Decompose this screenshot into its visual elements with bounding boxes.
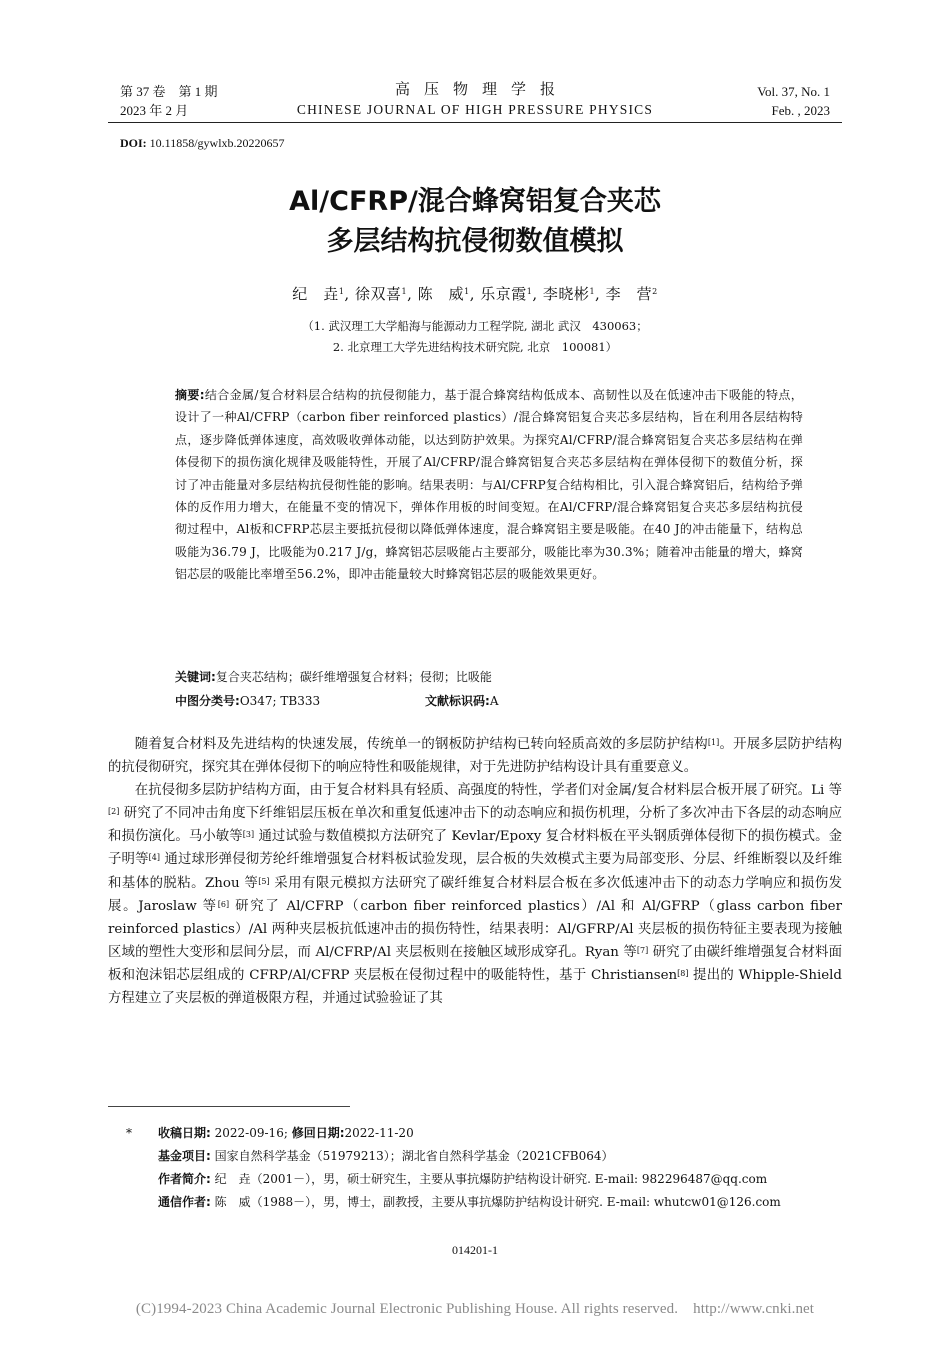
footnote-rule bbox=[108, 1106, 350, 1107]
author-bio-label: 作者简介: bbox=[158, 1172, 211, 1186]
footnote-fund bbox=[108, 1145, 842, 1168]
abstract-label: 摘要: bbox=[175, 388, 205, 402]
author-affil-sup: 1 bbox=[338, 287, 345, 296]
volume-issue-en: Vol. 37, No. 1 bbox=[757, 84, 830, 99]
footnote-corresponding bbox=[108, 1191, 842, 1214]
author-name: 陈 威 bbox=[417, 285, 465, 303]
title-line-1: Al/CFRP/混合蜂窝铝复合夹芯 bbox=[289, 186, 661, 217]
author-affil-sup: 2 bbox=[652, 287, 658, 296]
author-affil-sup: 1 bbox=[464, 287, 470, 296]
journal-title-en: CHINESE JOURNAL OF HIGH PRESSURE PHYSICS bbox=[296, 102, 654, 117]
title-line-2: 多层结构抗侵彻数值模拟 bbox=[326, 226, 624, 257]
date-cn: 2023 年 2 月 bbox=[120, 103, 189, 118]
received-value: 2022-09-16; bbox=[214, 1126, 288, 1140]
abstract bbox=[175, 384, 803, 586]
volume-issue-cn: 第 37 卷 第 1 期 bbox=[120, 84, 218, 99]
text-run: 采用有限元模拟方法研究了碳纤维复合材料层合板在多次低速冲击下的动态力学响应和损伤发展。Jaroslaw 等 bbox=[108, 875, 842, 914]
keywords-label: 关键词: bbox=[175, 670, 216, 684]
text-run: 研究了由碳纤维增强复合材料面板和泡沫铝芯层组成的 CFRP/Al/CFRP 夹层板在侵彻过程中的吸能特性，基于 Christiansen bbox=[108, 944, 842, 983]
doc-code-label: 文献标识码: bbox=[425, 694, 490, 708]
clc-value: O347; TB333 bbox=[239, 694, 321, 708]
received-label: 收稿日期: bbox=[158, 1126, 211, 1140]
text-run: 随着复合材料及先进结构的快速发展，传统单一的钢板防护结构已转向轻质高效的多层防护结构 bbox=[134, 737, 708, 752]
author-affil-sup: 1 bbox=[401, 287, 408, 296]
author-bio-value: 纪 垚（2001－），男，硕士研究生，主要从事抗爆防护结构设计研究. E-mail: 982296487@qq.com bbox=[214, 1172, 768, 1186]
keywords-text: 复合夹芯结构；碳纤维增强复合材料；侵彻；比吸能 bbox=[215, 670, 492, 684]
doi-line bbox=[120, 136, 285, 151]
text-run: 。开展多层防护结构的抗侵彻研究，探究其在弹体侵彻下的响应特性和吸能规律，对于先进防护结构设计具有重要意义。 bbox=[108, 737, 843, 776]
footnote-dates bbox=[108, 1122, 842, 1145]
citation-ref[interactable]: [3] bbox=[242, 830, 255, 840]
fund-value: 国家自然科学基金（51979213）；湖北省自然科学基金（2021CFB064） bbox=[214, 1149, 614, 1163]
citation-ref[interactable]: [4] bbox=[148, 853, 161, 863]
text-run: 提出的 Whipple-Shield 方程建立了夹层板的弹道极限方程，并通过试验验证了其 bbox=[108, 967, 843, 1007]
affiliations bbox=[0, 316, 950, 358]
fund-label: 基金项目: bbox=[158, 1149, 211, 1163]
doi-value[interactable]: 10.11858/gywlxb.20220657 bbox=[149, 136, 285, 150]
text-run: 通过试验与数值模拟方法研究了 Kevlar/Epoxy 复合材料板在平头钢质弹体侵彻下的损伤模式。金子明等 bbox=[108, 829, 843, 868]
author-list: 纪 垚$^1$, 徐双喜$^1$, 陈 威$^1$, 乐京霞$^1$, 李晓彬$^1$, 李 营$^2$ bbox=[292, 285, 658, 303]
revised-value: 2022-11-20 bbox=[344, 1126, 414, 1140]
author-name: 李晓彬 bbox=[542, 285, 590, 303]
text-run: 研究了 Al/CFRP（carbon fiber reinforced plastics）/Al 和 Al/GFRP（glass carbon fiber reinforced plastics）/Al 两种夹层板抗低速冲击的损伤特性，结果表明：Al/GFRP/Al 夹层板的损伤特征主要表现为接触区域的塑性大变形和层间分层，而 Al/CFRP/Al 夹层板则在接触区域形成穿孔。Ryan 等 bbox=[108, 898, 843, 960]
author-affil-sup: 1 bbox=[589, 287, 596, 296]
doc-code-value: A bbox=[489, 694, 499, 708]
text-run: 通过球形弹侵彻芳纶纤维增强复合材料板试验发现，层合板的失效模式主要为局部变形、分层、纤维断裂以及纤维和基体的脱粘。Zhou 等 bbox=[108, 852, 842, 891]
date-en: Feb. , 2023 bbox=[771, 103, 830, 118]
footnote-author bbox=[108, 1168, 842, 1191]
citation-ref[interactable]: [7] bbox=[636, 945, 649, 955]
text-run: 研究了不同冲击角度下纤维铝层压板在单次和重复低速冲击下的动态响应和损伤机理，分析了多次冲击下各层的动态响应和损伤演化。马小敏等 bbox=[108, 806, 842, 845]
text-run: 在抗侵彻多层防护结构方面，由于复合材料具有轻质、高强度的特性，学者们对金属/复合材料层合板开展了研究。Li 等 bbox=[134, 783, 842, 799]
author-name: 乐京霞 bbox=[480, 285, 527, 303]
clc-label: 中图分类号: bbox=[175, 694, 240, 708]
citation-ref[interactable]: [6] bbox=[217, 899, 230, 909]
paragraph-1 bbox=[108, 733, 842, 779]
paragraph-2 bbox=[108, 779, 842, 1010]
author-name: 纪 垚 bbox=[292, 285, 339, 303]
header-rule bbox=[108, 122, 842, 123]
citation-ref[interactable]: [2] bbox=[108, 807, 120, 817]
revised-label: 修回日期: bbox=[291, 1126, 345, 1140]
footnote-star: * bbox=[126, 1126, 132, 1140]
corresponding-label: 通信作者: bbox=[158, 1195, 211, 1209]
citation-ref[interactable]: [1] bbox=[707, 738, 720, 747]
header-right bbox=[757, 82, 830, 120]
classification bbox=[175, 690, 803, 712]
citation-ref[interactable]: [5] bbox=[258, 876, 270, 886]
corresponding-value: 陈 威（1988－），男，博士，副教授，主要从事抗爆防护结构设计研究. E-mail: whutcw01@126.com bbox=[214, 1195, 781, 1209]
page-number: 014201-1 bbox=[452, 1243, 498, 1257]
footnotes bbox=[108, 1122, 842, 1214]
affiliation-1: （1. 武汉理工大学船海与能源动力工程学院, 湖北 武汉 430063； bbox=[302, 319, 648, 333]
article-title bbox=[0, 182, 950, 262]
body-text bbox=[108, 733, 842, 1010]
journal-title-cn: 高压物理学报 bbox=[394, 80, 569, 98]
copyright-footer: (C)1994-2023 China Academic Journal Electronic Publishing House. All rights reserved. http://www.cnki.net bbox=[135, 1301, 815, 1317]
citation-ref[interactable]: [8] bbox=[677, 968, 689, 978]
doi-label: DOI: bbox=[120, 136, 147, 150]
keywords bbox=[175, 666, 803, 688]
author-name: 李 营 bbox=[605, 285, 653, 303]
affiliation-2: 2. 北京理工大学先进结构技术研究院, 北京 100081） bbox=[332, 340, 618, 354]
abstract-text: 结合金属/复合材料层合结构的抗侵彻能力，基于混合蜂窝结构低成本、高韧性以及在低速冲击下吸能的特点，设计了一种Al/CFRP（carbon fiber reinforced plastics）/混合蜂窝铝复合夹芯多层结构，旨在利用各层结构特点，逐步降低弹体速度，高效吸收弹体动能，以达到防护效果。为探究Al/CFRP/混合蜂窝铝复合夹芯多层结构在弹体侵彻下的损伤演化规律及吸能特性，开展了Al/CFRP/混合蜂窝铝复合夹芯多层结构在弹体侵彻下的数值分析，探讨了冲击能量对多层结构抗侵彻性能的影响。结果表明：与Al/CFRP复合结构相比，引入混合蜂窝铝后，结构给予弹体的反作用力增大，在能量不变的情况下，弹体作用板的时间变短。在Al/CFRP/混合蜂窝铝复合夹芯多层结构抗侵彻过程中，Al板和CFRP芯层主要抵抗侵彻以降低弹体速度，混合蜂窝铝主要是吸能。在40 J的冲击能量下，结构总吸能为36.79 J，比吸能为0.217 J/g，蜂窝铝芯层吸能占主要部分，吸能比率为30.3%；随着冲击能量的增大，蜂窝铝芯层的吸能比率增至56.2%，即冲击能量较大时蜂窝铝芯层的吸能效果更好。 bbox=[175, 388, 804, 582]
author-name: 徐双喜 bbox=[354, 285, 402, 303]
author-affil-sup: 1 bbox=[526, 287, 533, 296]
